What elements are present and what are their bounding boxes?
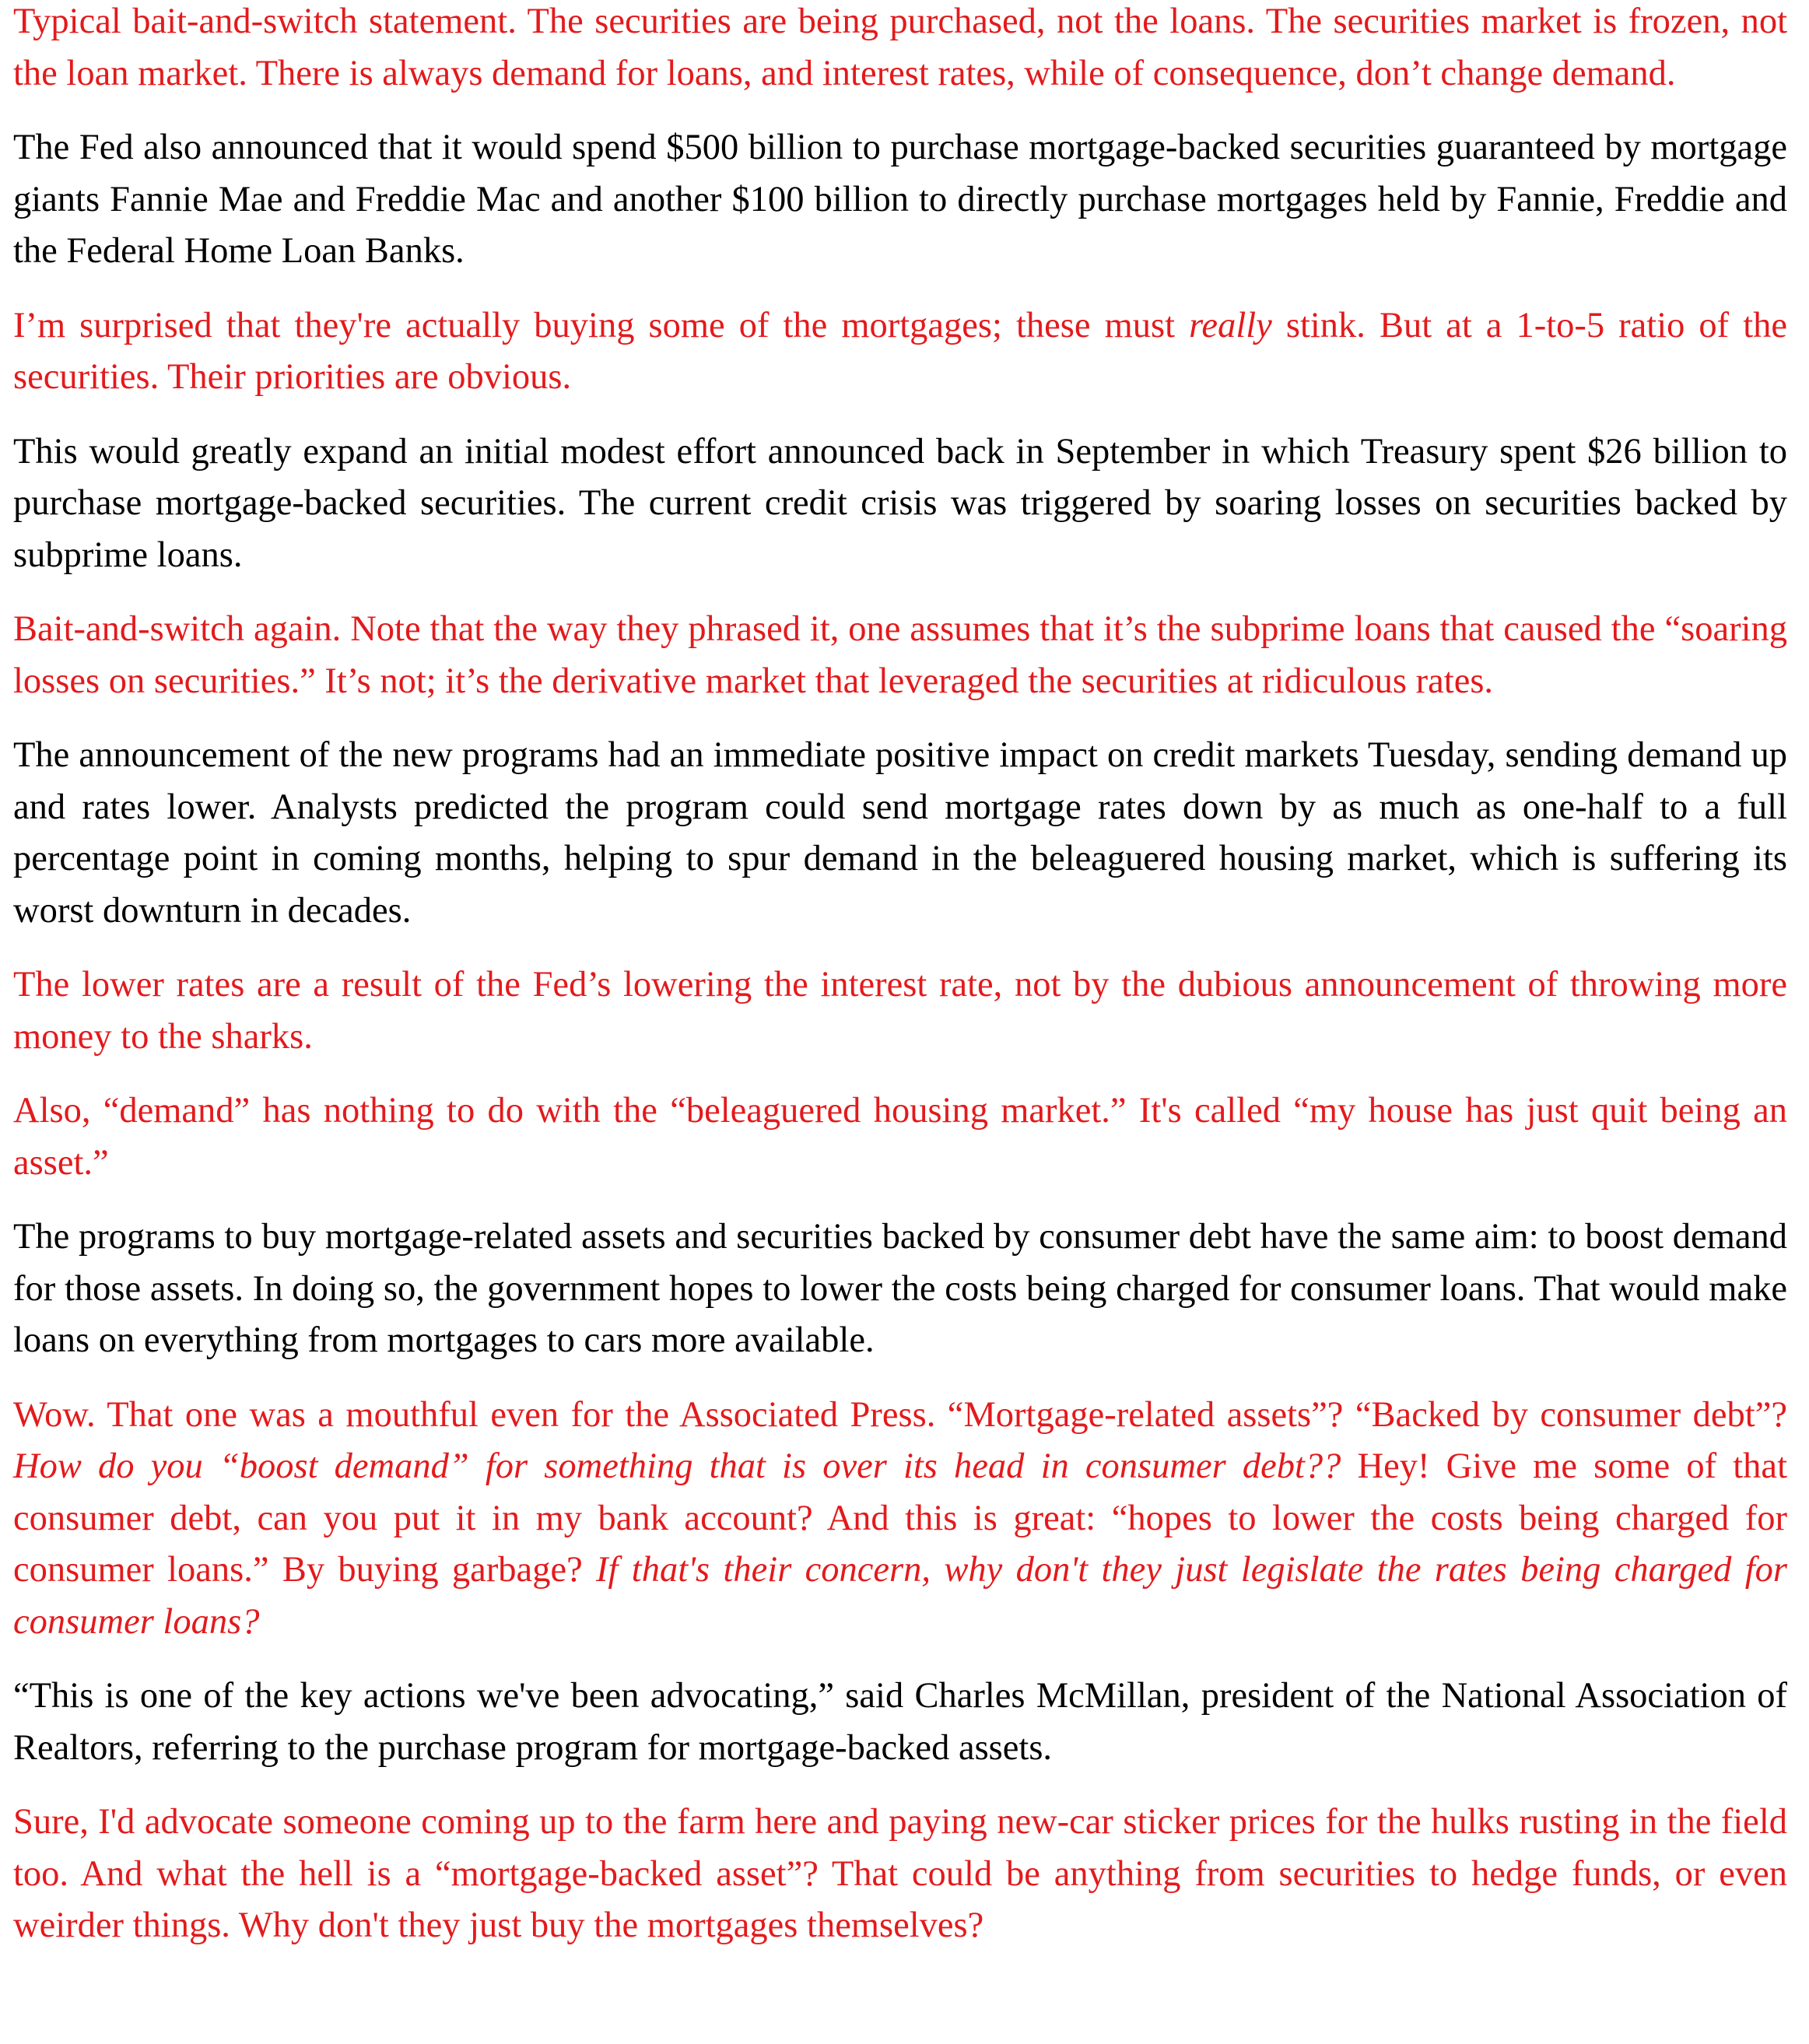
text-segment: The announcement of the new programs had an immediate positive impact on credit markets Tuesday, sending demand up and rates lower. Analysts predicted the program could send mortgage rates down by as much as one-half to a full percentage point in coming months, helping to spur demand in the beleaguered housing market, which is suffering its worst downturn in decades. (13, 735, 1787, 931)
commentary-paragraph (13, 1390, 1787, 1649)
commentary-paragraph (13, 300, 1787, 404)
article-paragraph (13, 122, 1787, 278)
text-segment: “This is one of the key actions we've been advocating,” said Charles McMillan, president of the National Association of Realtors, referring to the purchase program for mortgage-backed assets. (13, 1676, 1787, 1768)
text-segment: The Fed also announced that it would spend $500 billion to purchase mortgage-backed securities guaranteed by mortgage giants Fannie Mae and Freddie Mac and another $100 billion to directly purchase mortgages held by Fannie, Freddie and the Federal Home Loan Banks. (13, 128, 1787, 271)
commentary-paragraph (13, 1797, 1787, 1952)
article-paragraph (13, 1671, 1787, 1774)
italic-text-segment: How do you “boost demand” for something that is over its head in consumer debt?? (13, 1446, 1341, 1486)
commentary-paragraph (13, 1085, 1787, 1189)
commentary-paragraph (13, 959, 1787, 1063)
text-segment: Hey! Give me some of that consumer debt, can you put it in my bank account? And this is great: “hopes to lower the costs being charged for consumer loans.” By buying garbage? (13, 1446, 1787, 1590)
commentary-paragraph (13, 604, 1787, 707)
text-segment: The lower rates are a result of the Fed’s lowering the interest rate, not by the dubious announcement of throwing more money to the sharks. (13, 965, 1787, 1057)
text-segment: I’m surprised that they're actually buying some of the mortgages; these must (13, 305, 1190, 345)
text-segment: Sure, I'd advocate someone coming up to the farm here and paying new-car sticker prices for the hulks rusting in the field too. And what the hell is a “mortgage-backed asset”? That could be anything from securities to hedge funds, or even weirder things. Why don't they just buy the mortgages themselves? (13, 1802, 1787, 1945)
text-segment: Also, “demand” has nothing to do with the “beleaguered housing market.” It's called “my house has just quit being an asset.” (13, 1091, 1787, 1183)
article-paragraph (13, 730, 1787, 937)
article-paragraph (13, 1211, 1787, 1367)
article-paragraph (13, 426, 1787, 582)
text-segment: This would greatly expand an initial modest effort announced back in September in which Treasury spent $26 billion to purchase mortgage-backed securities. The current credit crisis was triggered by soaring losses on securities backed by subprime loans. (13, 431, 1787, 575)
text-segment: Bait-and-switch again. Note that the way they phrased it, one assumes that it’s the subprime loans that caused the “soaring losses on securities.” It’s not; it’s the derivative market that leveraged the securities at ridiculous rates. (13, 609, 1787, 701)
text-segment: The programs to buy mortgage-related assets and securities backed by consumer debt have the same aim: to boost demand for those assets. In doing so, the government hopes to lower the costs being charged for consumer loans. That would make loans on everything from mortgages to cars more available. (13, 1217, 1787, 1360)
italic-text-segment: really (1189, 305, 1272, 345)
text-segment: Typical bait-and-switch statement. The securities are being purchased, not the loans. The securities market is frozen, not the loan market. There is always demand for loans, and interest rates, while of consequence, don’t change demand. (13, 2, 1787, 93)
commentary-paragraph (13, 0, 1787, 100)
text-segment: stink. But at a 1-to-5 ratio of the securities. Their priorities are obvious. (13, 305, 1787, 397)
text-segment: Wow. That one was a mouthful even for the Associated Press. “Mortgage-related assets”? “Backed by consumer debt”? (13, 1394, 1787, 1435)
italic-text-segment: If that's their concern, why don't they just legislate the rates being charged for consumer loans? (13, 1550, 1787, 1642)
